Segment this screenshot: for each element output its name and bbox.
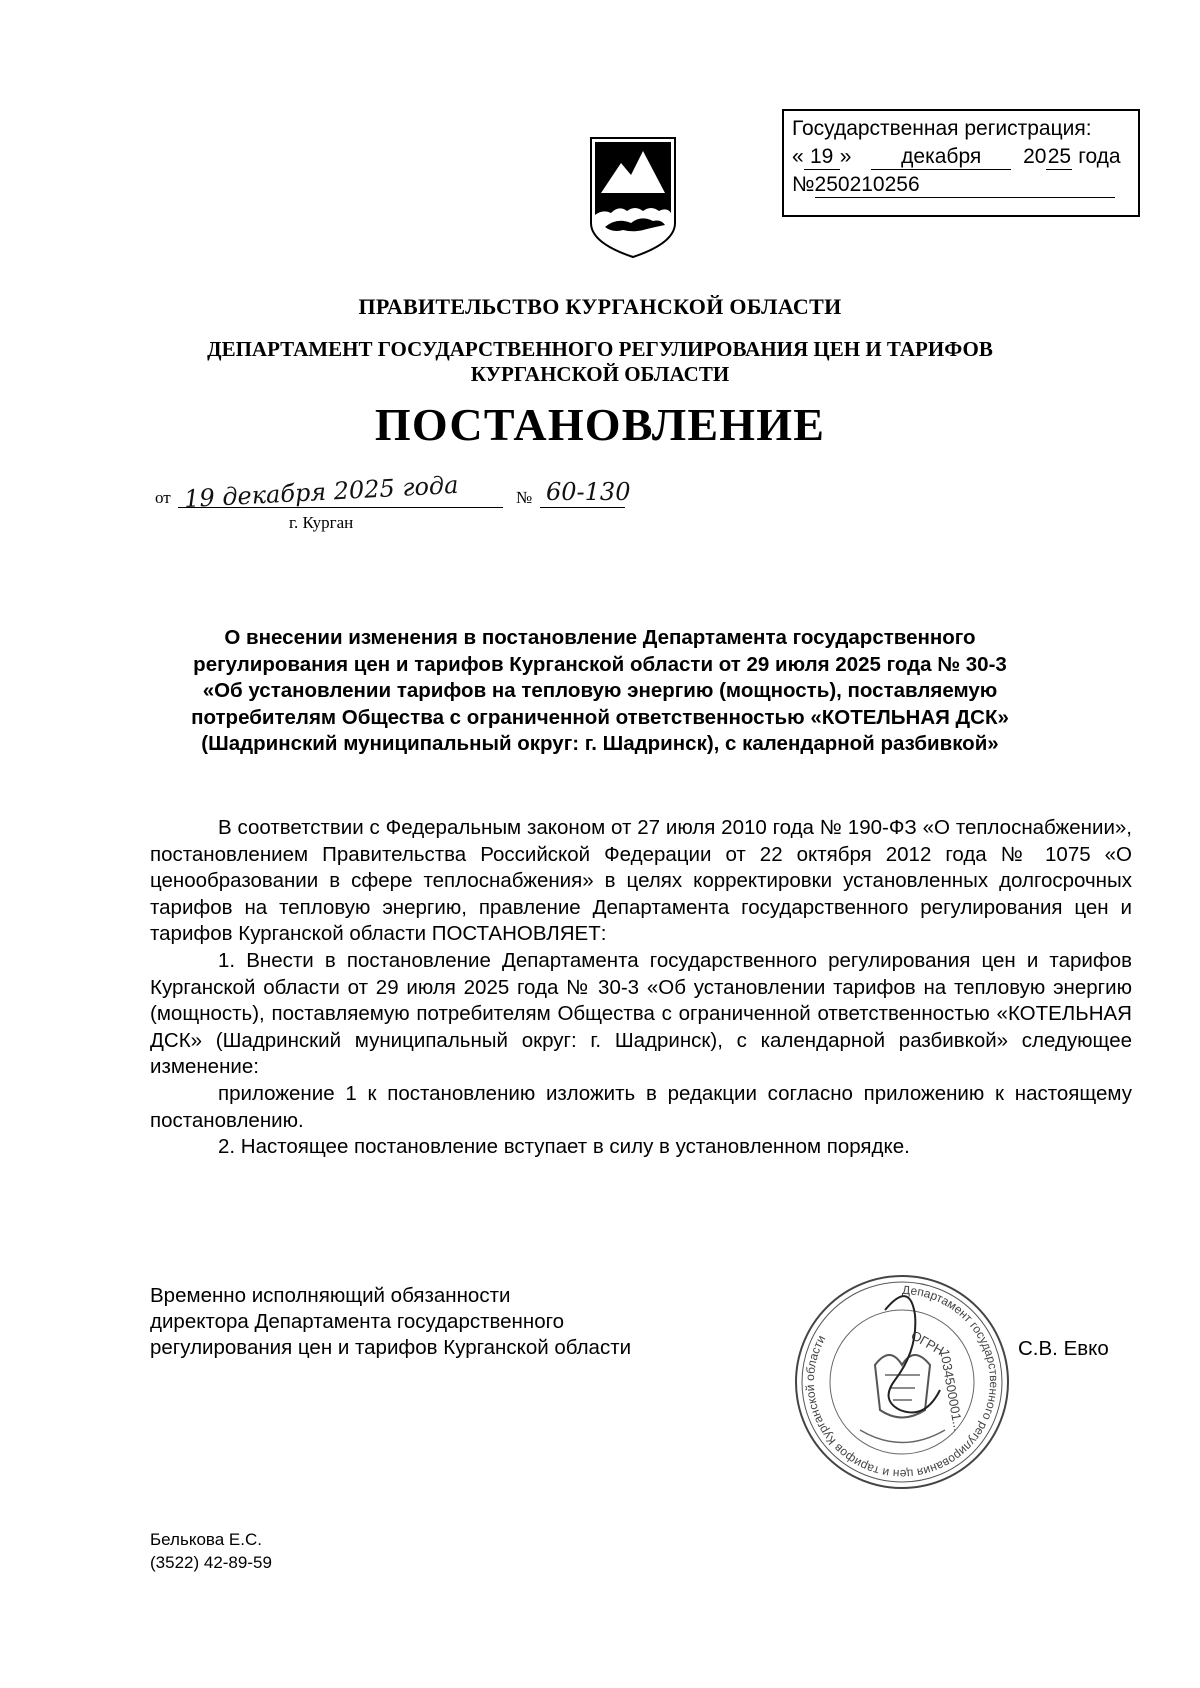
department-name xyxy=(0,337,1200,387)
registration-day: 19 xyxy=(804,145,840,170)
number-handwritten: 60-130 xyxy=(546,478,631,506)
subject-line: (Шадринский муниципальный округ: г. Шадринск), с календарной разбивкой» xyxy=(201,732,999,755)
registration-date-row: « 19 » декабря 2025 года xyxy=(792,145,1121,168)
government-name: ПРАВИТЕЛЬСТВО КУРГАНСКОЙ ОБЛАСТИ xyxy=(358,294,842,319)
signatory-position-line3: регулирования цен и тарифов Курганской области xyxy=(150,1336,632,1359)
executor-info xyxy=(150,1528,272,1574)
official-seal-icon xyxy=(790,1270,1015,1495)
document-body xyxy=(150,815,1132,1161)
department-name-line2: КУРГАНСКОЙ ОБЛАСТИ xyxy=(470,362,730,386)
registration-year-prefix: 20 xyxy=(1023,145,1047,168)
document-subject xyxy=(150,625,1050,758)
signer-name: С.В. Евко xyxy=(1018,1337,1109,1360)
body-paragraph-item-1: 1. Внести в постановление Департамента государственного регулирования цен и тарифов Курганской области от 29 июля 2025 года № 30-3 «Об установлении тарифов на тепловую энергию (мощность), поставляемую потребителям Общества с ограниченной ответственностью «КОТЕЛЬНАЯ ДСК» (Шадринский муниципальный округ: г. Шадринск), с календарной разбивкой» следующее изменение: xyxy=(150,948,1132,1079)
signatory-position-line1: Временно исполняющий обязанности xyxy=(150,1284,511,1307)
body-paragraph-item-2: 2. Настоящее постановление вступает в силу в установленном порядке. xyxy=(218,1135,910,1159)
body-paragraph-preamble: В соответствии с Федеральным законом от 27 июля 2010 года № 190-ФЗ «О теплоснабжении», постановлением Правительства Российской Федерации от 22 октября 2012 года № 1075 «О ценообразовании в сфере теплоснабжения» в целях корректировки установленных долгосрочных тарифов на тепловую энергию, правление Департамента государственного регулирования цен и тарифов Курганской области ПОСТАНОВЛЯЕТ: xyxy=(150,816,1132,946)
svg-text:Департамент государственного р xyxy=(803,1283,1001,1481)
registration-box xyxy=(782,109,1140,217)
seal-ogrn-label: ОГРН xyxy=(908,1327,947,1359)
subject-line: «Об установлении тарифов на тепловую энергию (мощность), поставляемую xyxy=(202,679,998,702)
signatory-position-line2: директора Департамента государственного xyxy=(150,1310,565,1333)
city: г. Курган xyxy=(289,513,354,532)
registration-year-word: года xyxy=(1078,145,1121,168)
registration-number-label: № xyxy=(792,173,815,196)
signatory-position xyxy=(150,1283,631,1361)
department-name-line1: ДЕПАРТАМЕНТ ГОСУДАРСТВЕННОГО РЕГУЛИРОВАНИЯ ЦЕН И ТАРИФОВ xyxy=(207,337,993,361)
document-type: ПОСТАНОВЛЕНИЕ xyxy=(374,399,826,450)
seal-ogrn: 1034500001... xyxy=(937,1347,967,1433)
number-underline xyxy=(540,507,625,508)
subject-line: О внесении изменения в постановление Департамента государственного xyxy=(224,626,976,649)
seal-outer-text: Департамент государственного регулирования цен и тарифов Курганской области xyxy=(802,1282,1002,1482)
date-from-label: от xyxy=(155,488,171,507)
registration-year-suffix: 25 xyxy=(1047,145,1072,168)
registration-number: 250210256 xyxy=(815,173,1115,198)
subject-line: регулирования цен и тарифов Курганской области от 29 июля 2025 года № 30-3 xyxy=(193,652,1007,676)
coat-of-arms-icon xyxy=(583,135,683,260)
subject-line: потребителям Общества с ограниченной ответственностью «КОТЕЛЬНАЯ ДСК» xyxy=(191,705,1009,729)
registration-month: декабря xyxy=(871,145,1011,170)
number-label: № xyxy=(516,488,533,507)
executor-phone: (3522) 42-89-59 xyxy=(150,1553,272,1572)
executor-name: Белькова Е.С. xyxy=(150,1530,262,1549)
body-paragraph-amendment: приложение 1 к постановлению изложить в редакции согласно приложению к настоящему постановлению. xyxy=(150,1081,1132,1132)
registration-title: Государственная регистрация: xyxy=(792,117,1092,140)
registration-number-row xyxy=(792,171,1130,199)
date-handwritten: 19 декабря 2025 года xyxy=(183,470,460,514)
